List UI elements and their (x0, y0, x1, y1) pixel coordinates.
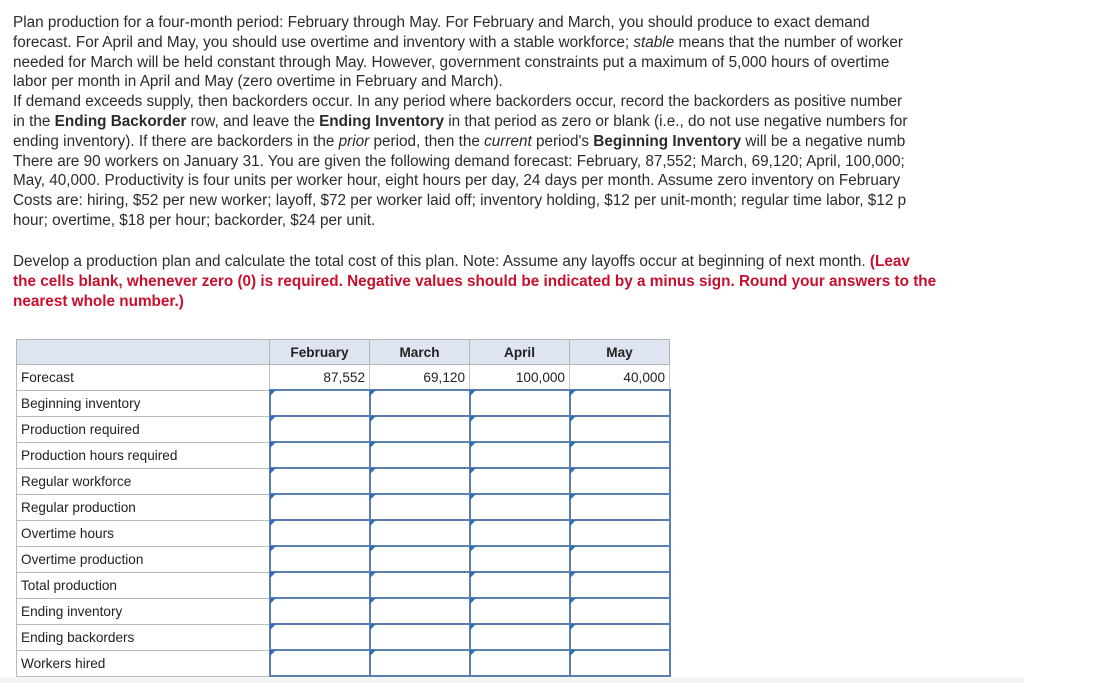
corner-header (17, 340, 270, 365)
header-april: April (470, 340, 570, 365)
answer-input-may[interactable] (570, 442, 670, 468)
problem-line: needed for March will be held constant through May. However, government constraints put a maximum of 5,000 hours of overtime (13, 53, 890, 71)
answer-input-march[interactable] (370, 416, 470, 442)
answer-input-may[interactable] (570, 468, 670, 494)
row-label: Total production (17, 572, 270, 598)
answer-input-may[interactable] (570, 416, 670, 442)
instruction-emphasis: (Leav (869, 253, 910, 270)
table-row (17, 650, 670, 676)
answer-input-march[interactable] (370, 390, 470, 416)
row-label: Forecast (17, 365, 270, 391)
answer-input-february[interactable] (270, 598, 370, 624)
answer-input-april[interactable] (470, 546, 570, 572)
answer-input-may[interactable] (570, 546, 670, 572)
forecast-value: 69,120 (370, 365, 470, 391)
answer-input-february[interactable] (270, 572, 370, 598)
answer-input-february[interactable] (270, 390, 370, 416)
problem-line: There are 90 workers on January 31. You are given the following demand forecast: February, 87,552; March, 69,120; April, 100,000; (13, 152, 905, 170)
answer-input-march[interactable] (370, 572, 470, 598)
row-label: Production required (17, 416, 270, 442)
table-row (17, 598, 670, 624)
row-label: Beginning inventory (17, 390, 270, 416)
problem-line: If demand exceeds supply, then backorders occur. In any period where backorders occur, record the backorders as positive number (13, 93, 903, 111)
answer-input-may[interactable] (570, 390, 670, 416)
answer-input-may[interactable] (570, 572, 670, 598)
table-row (17, 494, 670, 520)
header-march: March (370, 340, 470, 365)
problem-line: hour; overtime, $18 per hour; backorder, $24 per unit. (13, 211, 376, 229)
answer-input-march[interactable] (370, 546, 470, 572)
row-label: Regular production (17, 494, 270, 520)
forecast-value: 100,000 (470, 365, 570, 391)
answer-input-may[interactable] (570, 624, 670, 650)
instructions (13, 252, 1113, 312)
table-row (17, 546, 670, 572)
answer-input-may[interactable] (570, 494, 670, 520)
table-row (17, 624, 670, 650)
answer-input-may[interactable] (570, 650, 670, 676)
answer-input-march[interactable] (370, 650, 470, 676)
table-header-row (17, 340, 670, 365)
problem-line: Plan production for a four-month period: February through May. For February and March, you should produce to exact demand (13, 14, 870, 31)
problem-line: labor per month in April and May (zero overtime in February and March). (13, 73, 503, 91)
answer-input-april[interactable] (470, 494, 570, 520)
answer-input-february[interactable] (270, 624, 370, 650)
answer-input-february[interactable] (270, 442, 370, 468)
answer-input-march[interactable] (370, 624, 470, 650)
production-plan-table (16, 339, 671, 677)
row-label: Workers hired (17, 650, 270, 676)
forecast-row (17, 365, 670, 391)
instruction-text: Develop a production plan and calculate the total cost of this plan. Note: Assume any layoffs occur at beginning of next month. (13, 253, 870, 270)
row-label: Overtime production (17, 546, 270, 572)
production-plan-table-container (16, 339, 672, 671)
answer-input-march[interactable] (370, 520, 470, 546)
answer-input-february[interactable] (270, 468, 370, 494)
row-label: Ending inventory (17, 598, 270, 624)
row-label: Overtime hours (17, 520, 270, 546)
table-row (17, 468, 670, 494)
answer-input-may[interactable] (570, 520, 670, 546)
problem-line: Costs are: hiring, $52 per new worker; layoff, $72 per worker laid off; inventory holding, $12 per unit-month; regular time labor, $12 p (13, 192, 907, 210)
row-label: Production hours required (17, 442, 270, 468)
header-february: February (270, 340, 370, 365)
answer-input-may[interactable] (570, 598, 670, 624)
answer-input-february[interactable] (270, 546, 370, 572)
answer-input-april[interactable] (470, 442, 570, 468)
table-row (17, 520, 670, 546)
problem-line: forecast. For April and May, you should use overtime and inventory with a stable workforce; stable means that the number of worker (13, 33, 903, 51)
answer-input-april[interactable] (470, 468, 570, 494)
answer-input-february[interactable] (270, 650, 370, 676)
answer-input-april[interactable] (470, 390, 570, 416)
table-row (17, 416, 670, 442)
answer-input-april[interactable] (470, 416, 570, 442)
table-row (17, 390, 670, 416)
forecast-value: 40,000 (570, 365, 670, 391)
answer-input-april[interactable] (470, 572, 570, 598)
answer-input-march[interactable] (370, 468, 470, 494)
answer-input-april[interactable] (470, 598, 570, 624)
instruction-emphasis: the cells blank, whenever zero (0) is required. Negative values should be indicated by a minus sign. Round your answers to the (13, 273, 937, 290)
answer-input-april[interactable] (470, 650, 570, 676)
problem-line: May, 40,000. Productivity is four units per worker hour, eight hours per day, 24 days per month. Assume zero inventory on February (13, 172, 901, 190)
table-row (17, 572, 670, 598)
answer-input-april[interactable] (470, 624, 570, 650)
answer-input-february[interactable] (270, 416, 370, 442)
row-label: Ending backorders (17, 624, 270, 650)
answer-input-march[interactable] (370, 598, 470, 624)
answer-input-march[interactable] (370, 442, 470, 468)
problem-statement (13, 13, 1113, 231)
forecast-value: 87,552 (270, 365, 370, 391)
page-bottom-edge (0, 677, 1024, 683)
instruction-emphasis: nearest whole number.) (13, 293, 184, 310)
row-label: Regular workforce (17, 468, 270, 494)
answer-input-march[interactable] (370, 494, 470, 520)
table-row (17, 442, 670, 468)
problem-line: ending inventory). If there are backorders in the prior period, then the current period's Beginning Inventory will be a negative numb (13, 132, 906, 150)
answer-input-february[interactable] (270, 520, 370, 546)
answer-input-april[interactable] (470, 520, 570, 546)
answer-input-february[interactable] (270, 494, 370, 520)
problem-line: in the Ending Backorder row, and leave the Ending Inventory in that period as zero or blank (i.e., do not use negative numbers for (13, 112, 908, 130)
header-may: May (570, 340, 670, 365)
